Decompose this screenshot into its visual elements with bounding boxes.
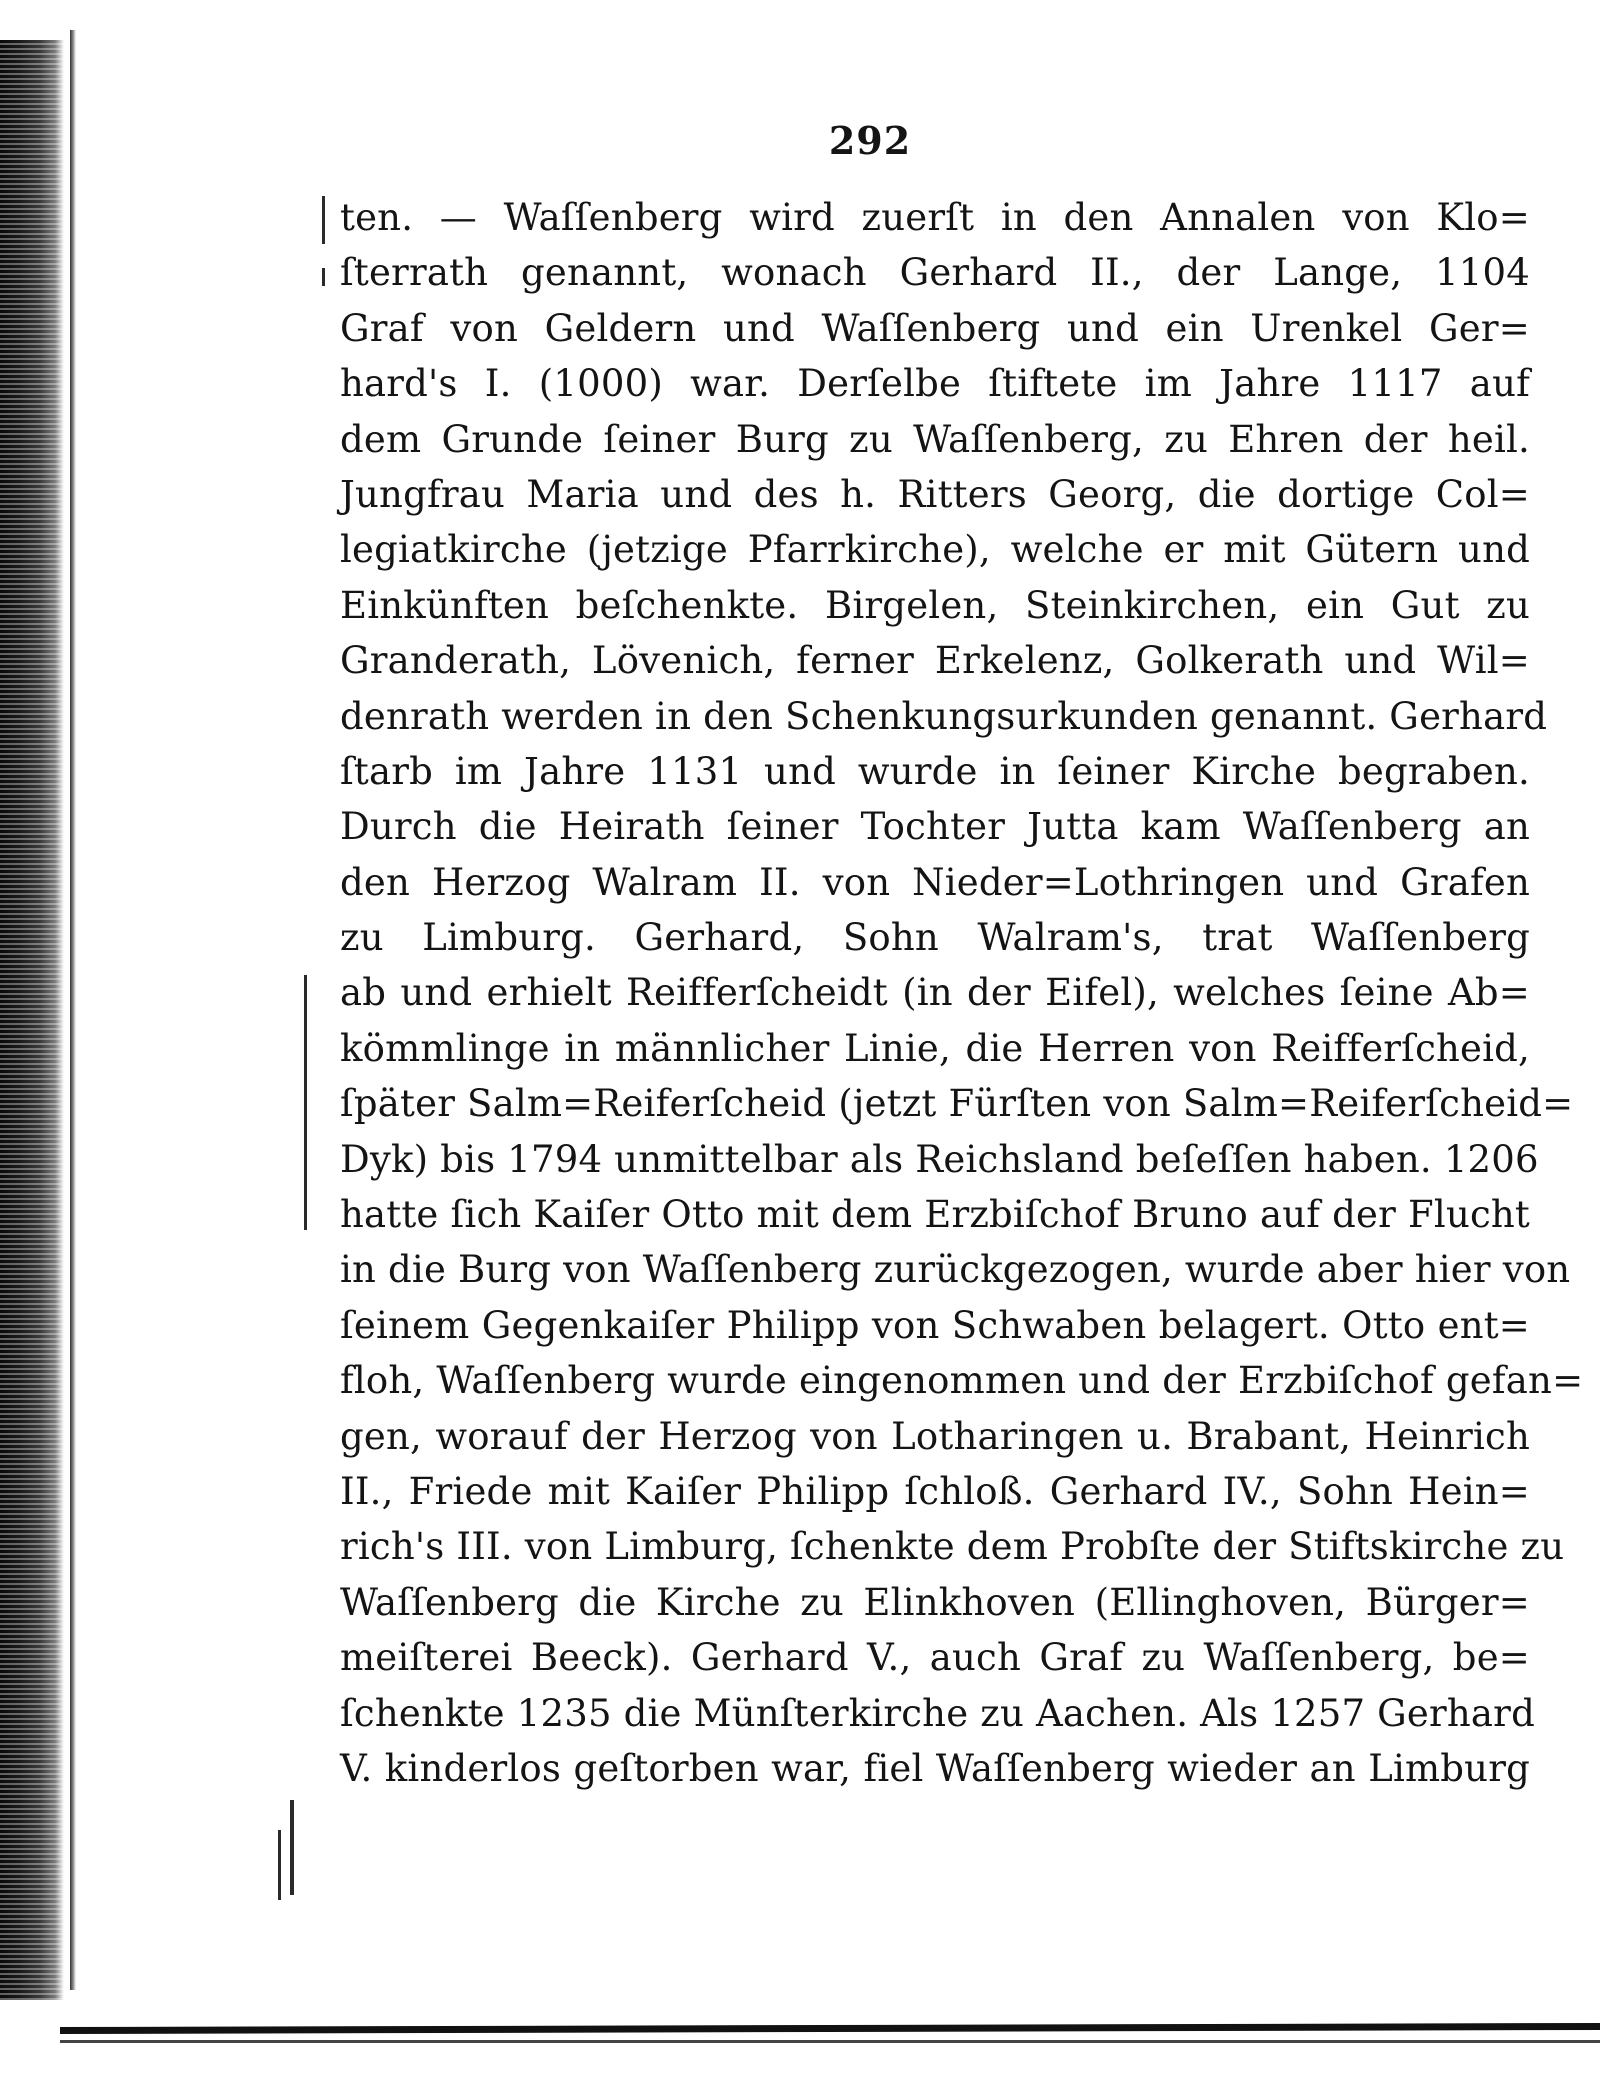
text-line: den Herzog Walram II. von Nieder=Lothringen und Grafen (340, 860, 1530, 904)
text-line: Dyk) bis 1794 unmittelbar als Reichsland beſeſſen haben. 1206 (340, 1137, 1539, 1181)
text-line: Granderath, Lövenich, ferner Erkelenz, Golkerath und Wil= (340, 639, 1530, 683)
text-line: ſtarb im Jahre 1131 und wurde in ſeiner Kirche begraben. (340, 749, 1530, 793)
text-line: rich's III. von Limburg, ſchenkte dem Probſte der Stiftskirche zu (340, 1525, 1565, 1569)
text-line: zu Limburg. Gerhard, Sohn Walram's, trat Waſſenberg (340, 916, 1530, 960)
margin-mark (304, 975, 307, 1230)
text-line: kömmlinge in männlicher Linie, die Herren von Reifferſcheid, (340, 1026, 1530, 1070)
page-number: 292 (828, 118, 912, 163)
text-line: Einkünften beſchenkte. Birgelen, Steinkirchen, ein Gut zu (340, 583, 1530, 627)
text-line: meiſterei Beeck). Gerhard V., auch Graf zu Waſſenberg, be= (340, 1636, 1530, 1680)
margin-mark (322, 196, 325, 244)
text-line: Durch die Heirath ſeiner Tochter Jutta kam Waſſenberg an (340, 805, 1530, 849)
text-line: dem Grunde ſeiner Burg zu Waſſenberg, zu Ehren der heil. (340, 417, 1530, 461)
text-line: Waſſenberg die Kirche zu Elinkhoven (Ellinghoven, Bürger= (340, 1580, 1530, 1624)
text-line: in die Burg von Waſſenberg zurückgezogen, wurde aber hier von (340, 1248, 1571, 1292)
margin-mark (278, 1830, 281, 1900)
text-line: Jungfrau Maria und des h. Ritters Georg, die dortige Col= (340, 472, 1530, 516)
text-line: ſeinem Gegenkaiſer Philipp von Schwaben belagert. Otto ent= (340, 1303, 1530, 1347)
text-line: legiatkirche (jetzige Pfarrkirche), welche er mit Gütern und (340, 528, 1530, 572)
text-line: ſchenkte 1235 die Münſterkirche zu Aachen. Als 1257 Gerhard (340, 1691, 1535, 1735)
binding-shadow-line (70, 30, 76, 1990)
text-line: II., Friede mit Kaiſer Philipp ſchloß. Gerhard IV., Sohn Hein= (340, 1469, 1530, 1513)
text-line: V. kinderlos geſtorben war, fiel Waſſenberg wieder an Limburg (340, 1746, 1530, 1790)
text-line: floh, Waſſenberg wurde eingenommen und der Erzbiſchof gefan= (340, 1359, 1584, 1403)
text-line: hatte ſich Kaiſer Otto mit dem Erzbiſchof Bruno auf der Flucht (340, 1193, 1530, 1237)
text-line: hard's I. (1000) war. Derſelbe ſtiftete im Jahre 1117 auf (340, 362, 1530, 406)
text-line: Graf von Geldern und Waſſenberg und ein Urenkel Ger= (340, 306, 1530, 350)
margin-mark (290, 1800, 294, 1895)
text-line: ſpäter Salm=Reiferſcheid (jetzt Fürſten von Salm=Reiferſcheid= (340, 1082, 1574, 1126)
book-binding-edge (0, 40, 64, 2000)
page-bottom-edge-shadow (60, 2040, 1600, 2043)
text-line: ſterrath genannt, wonach Gerhard II., der Lange, 1104 (340, 251, 1530, 295)
text-line: denrath werden in den Schenkungsurkunden genannt. Gerhard (340, 694, 1548, 738)
margin-mark (322, 268, 325, 286)
body-text (340, 190, 1584, 1930)
text-line: gen, worauf der Herzog von Lotharingen u. Brabant, Heinrich (340, 1414, 1530, 1458)
text-line: ab und erhielt Reifferſcheidt (in der Eifel), welches ſeine Ab= (340, 971, 1530, 1015)
text-line: ten. — Waſſenberg wird zuerſt in den Annalen von Klo= (340, 196, 1530, 239)
page-bottom-edge (60, 2023, 1600, 2034)
